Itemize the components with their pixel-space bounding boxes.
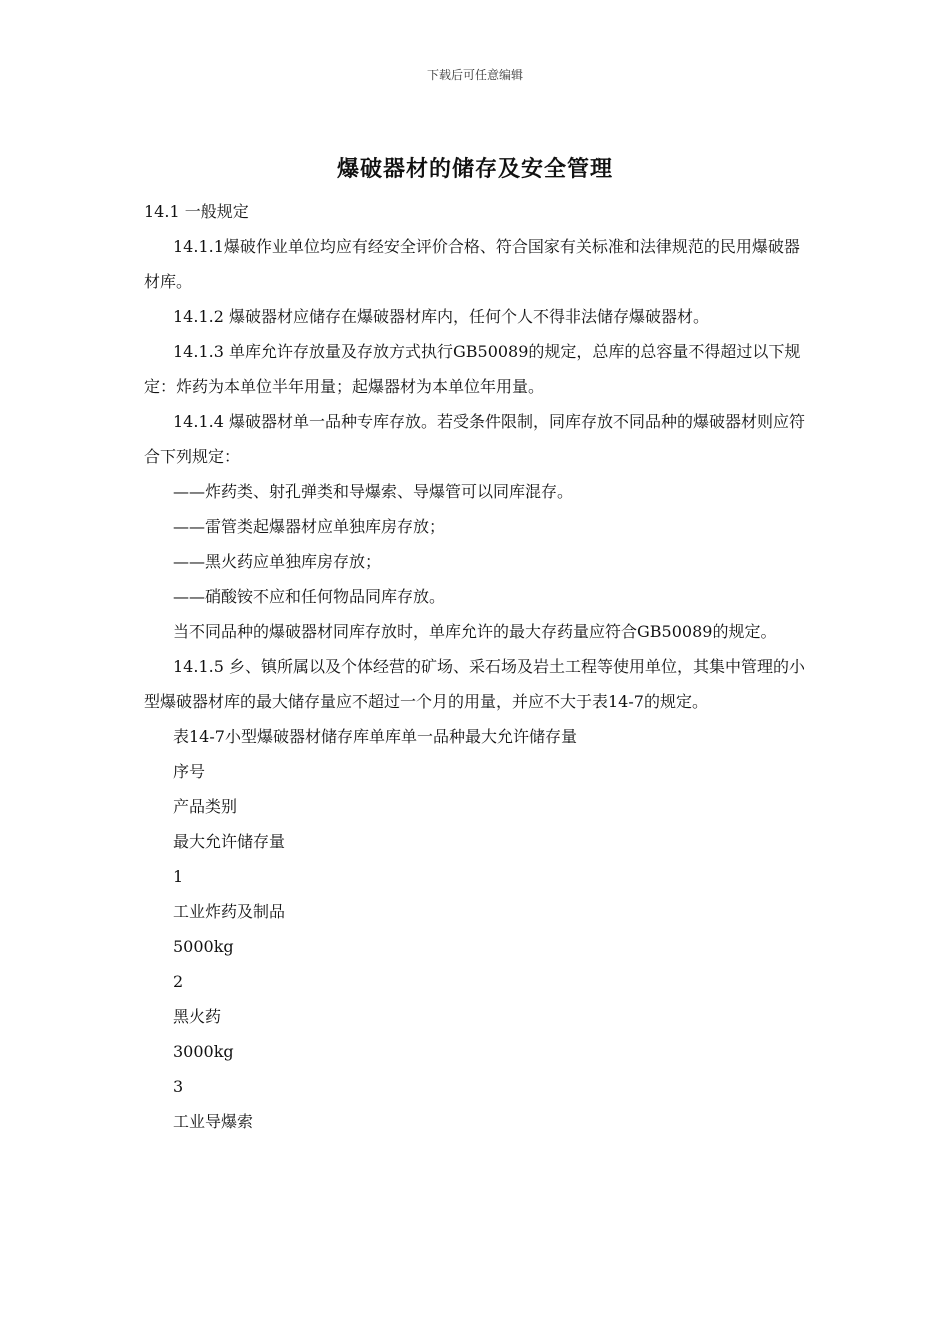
paragraph-14-1-2: 14.1.2 爆破器材应储存在爆破器材库内，任何个人不得非法储存爆破器材。: [173, 307, 709, 326]
list-item-explosives: ——炸药类、射孔弹类和导爆索、导爆管可以同库混存。: [173, 482, 574, 501]
paragraph-14-1-4: 14.1.4 爆破器材单一品种专库存放。若受条件限制，同库存放不同品种的爆破器材则应符合下列规定：: [144, 412, 805, 466]
storage-table: [144, 719, 808, 1139]
table-header-cell: 序号: [173, 762, 206, 781]
table-cell: 1: [173, 867, 184, 886]
table-cell: 3000kg: [173, 1042, 234, 1061]
table-header-cell: 产品类别: [173, 797, 238, 816]
header-note: 下载后可任意编辑: [426, 68, 523, 82]
paragraph-14-1-5: 14.1.5 乡、镇所属以及个体经营的矿场、采石场及岩土工程等使用单位，其集中管理的小型爆破器材库的最大储存量应不超过一个月的用量，并应不大于表14-7的规定。: [144, 657, 805, 711]
document-body: [144, 194, 808, 1139]
paragraph-14-1-3: 14.1.3 单库允许存放量及存放方式执行GB50089的规定，总库的总容量不得超过以下规定：炸药为本单位半年用量；起爆器材为本单位年用量。: [144, 342, 801, 396]
table-cell: 黑火药: [173, 1007, 222, 1026]
paragraph-mixed-storage: 当不同品种的爆破器材同库存放时，单库允许的最大存药量应符合GB50089的规定。: [173, 622, 777, 641]
paragraph-14-1-1: 14.1.1爆破作业单位均应有经安全评价合格、符合国家有关标准和法律规范的民用爆破器材库。: [144, 237, 800, 291]
list-item-black-powder: ——黑火药应单独库房存放；: [173, 552, 382, 571]
table-cell: 3: [173, 1077, 184, 1096]
section-heading: 14.1 一般规定: [144, 202, 249, 221]
table-cell: 工业导爆索: [173, 1112, 254, 1131]
table-caption: 表14-7小型爆破器材储存库单库单一品种最大允许储存量: [173, 727, 577, 746]
table-header-cell: 最大允许储存量: [173, 832, 286, 851]
table-cell: 工业炸药及制品: [173, 902, 286, 921]
list-item-detonators: ——雷管类起爆器材应单独库房存放；: [173, 517, 446, 536]
document-title: 爆破器材的储存及安全管理: [336, 157, 613, 182]
table-cell: 5000kg: [173, 937, 234, 956]
table-cell: 2: [173, 972, 184, 991]
list-item-ammonium-nitrate: ——硝酸铵不应和任何物品同库存放。: [173, 587, 446, 606]
